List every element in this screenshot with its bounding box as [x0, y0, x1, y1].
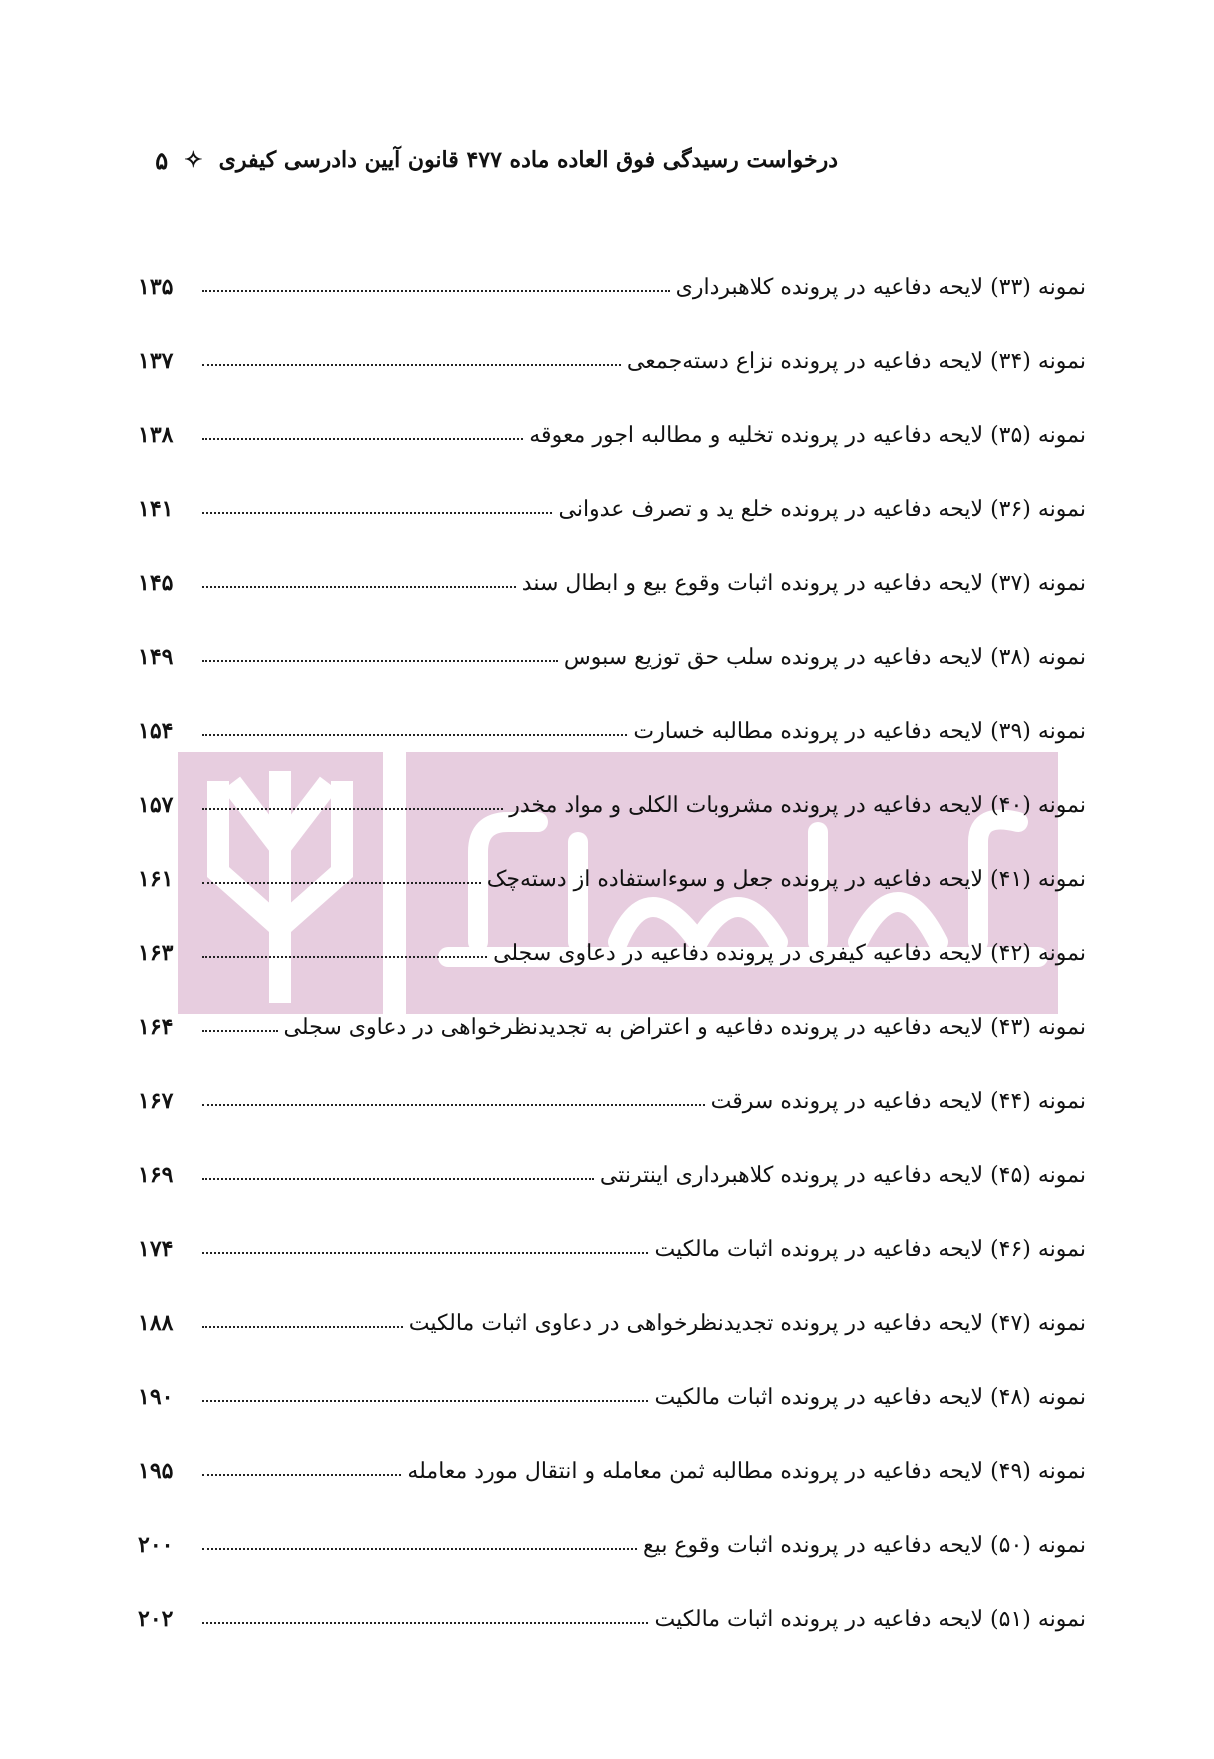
dot-leader	[202, 808, 503, 810]
toc-entry-page: ۱۷۴	[138, 1236, 174, 1262]
dot-leader	[202, 1252, 648, 1254]
toc-entry-title: نمونه (۴۹) لایحه دفاعیه در پرونده مطالبه ثمن معامله و انتقال مورد معامله	[407, 1458, 1086, 1484]
toc-entry-title: نمونه (۳۹) لایحه دفاعیه در پرونده مطالبه خسارت	[633, 718, 1086, 744]
toc-entry-title: نمونه (۴۴) لایحه دفاعیه در پرونده سرقت	[710, 1088, 1086, 1114]
dot-leader	[202, 1622, 648, 1624]
toc-entry-title: نمونه (۳۳) لایحه دفاعیه در پرونده کلاهبرداری	[675, 274, 1086, 300]
diamond-star-icon: ✧	[184, 147, 203, 173]
toc-entry[interactable]	[138, 1508, 1086, 1582]
toc-entry-title: نمونه (۴۲) لایحه دفاعیه کیفری در پرونده دفاعیه در دعاوی سجلی	[493, 940, 1086, 966]
toc-entry-page: ۱۹۵	[138, 1458, 174, 1484]
toc-entry[interactable]	[138, 1212, 1086, 1286]
toc-entry-page: ۱۴۱	[138, 496, 174, 522]
toc-entry-title: نمونه (۳۴) لایحه دفاعیه در پرونده نزاع دسته‌جمعی	[626, 348, 1086, 374]
dot-leader	[202, 734, 627, 736]
toc-entry-title: نمونه (۴۵) لایحه دفاعیه در پرونده کلاهبرداری اینترنتی	[599, 1162, 1086, 1188]
toc-entry-title: نمونه (۵۱) لایحه دفاعیه در پرونده اثبات مالکیت	[654, 1606, 1086, 1632]
toc-entry[interactable]	[138, 1434, 1086, 1508]
table-of-contents	[138, 250, 1086, 1656]
toc-entry-title: نمونه (۳۸) لایحه دفاعیه در پرونده سلب حق توزیع سبوس	[563, 644, 1086, 670]
toc-entry[interactable]	[138, 324, 1086, 398]
dot-leader	[202, 1474, 401, 1476]
dot-leader	[202, 1326, 403, 1328]
toc-entry[interactable]	[138, 398, 1086, 472]
toc-entry[interactable]	[138, 1360, 1086, 1434]
toc-entry[interactable]	[138, 472, 1086, 546]
toc-entry-title: نمونه (۳۷) لایحه دفاعیه در پرونده اثبات وقوع بیع و ابطال سند	[521, 570, 1086, 596]
toc-entry-title: نمونه (۴۶) لایحه دفاعیه در پرونده اثبات مالکیت	[654, 1236, 1086, 1262]
toc-entry-page: ۱۴۹	[138, 644, 174, 670]
toc-entry[interactable]	[138, 916, 1086, 990]
toc-entry[interactable]	[138, 1286, 1086, 1360]
toc-entry[interactable]	[138, 546, 1086, 620]
toc-entry[interactable]	[138, 1064, 1086, 1138]
toc-entry[interactable]	[138, 1138, 1086, 1212]
toc-entry[interactable]	[138, 842, 1086, 916]
toc-entry-page: ۱۳۷	[138, 348, 174, 374]
dot-leader	[202, 364, 621, 366]
dot-leader	[202, 512, 552, 514]
toc-entry[interactable]	[138, 990, 1086, 1064]
page-header	[138, 140, 838, 180]
dot-leader	[202, 1548, 637, 1550]
dot-leader	[202, 956, 487, 958]
toc-entry[interactable]	[138, 768, 1086, 842]
toc-entry-page: ۱۶۴	[138, 1014, 174, 1040]
toc-entry-title: نمونه (۴۸) لایحه دفاعیه در پرونده اثبات مالکیت	[654, 1384, 1086, 1410]
toc-entry-page: ۱۶۷	[138, 1088, 174, 1114]
toc-entry-title: نمونه (۴۳) لایحه دفاعیه در پرونده دفاعیه و اعتراض به تجدیدنظرخواهی در دعاوی سجلی	[283, 1014, 1086, 1040]
toc-entry-title: نمونه (۳۶) لایحه دفاعیه در پرونده خلع ید و تصرف عدوانی	[558, 496, 1086, 522]
toc-entry[interactable]	[138, 250, 1086, 324]
toc-entry-page: ۱۶۳	[138, 940, 174, 966]
toc-entry-page: ۱۳۸	[138, 422, 174, 448]
toc-entry-title: نمونه (۴۱) لایحه دفاعیه در پرونده جعل و سوءاستفاده از دسته‌چک	[486, 866, 1086, 892]
toc-entry-page: ۱۶۹	[138, 1162, 174, 1188]
dot-leader	[202, 1400, 648, 1402]
toc-entry-title: نمونه (۴۷) لایحه دفاعیه در پرونده تجدیدنظرخواهی در دعاوی اثبات مالکیت	[408, 1310, 1086, 1336]
toc-entry[interactable]	[138, 1582, 1086, 1656]
dot-leader	[202, 660, 558, 662]
toc-entry-page: ۱۵۴	[138, 718, 174, 744]
dot-leader	[202, 1030, 278, 1032]
dot-leader	[202, 1178, 594, 1180]
toc-entry-page: ۲۰۰	[138, 1532, 174, 1558]
toc-entry[interactable]	[138, 694, 1086, 768]
dot-leader	[202, 1104, 705, 1106]
toc-entry-page: ۱۹۰	[138, 1384, 174, 1410]
toc-entry-page: ۱۵۷	[138, 792, 174, 818]
toc-entry-page: ۱۳۵	[138, 274, 174, 300]
toc-entry-page: ۲۰۲	[138, 1606, 174, 1632]
toc-entry-page: ۱۸۸	[138, 1310, 174, 1336]
dot-leader	[202, 290, 670, 292]
toc-entry-page: ۱۶۱	[138, 866, 174, 892]
toc-entry-title: نمونه (۵۰) لایحه دفاعیه در پرونده اثبات وقوع بیع	[642, 1532, 1086, 1558]
toc-entry-page: ۱۴۵	[138, 570, 174, 596]
page-number: ۵	[155, 145, 169, 175]
toc-entry[interactable]	[138, 620, 1086, 694]
dot-leader	[202, 438, 523, 440]
running-title: درخواست رسیدگی فوق العاده ماده ۴۷۷ قانون آیین دادرسی کیفری	[218, 147, 838, 173]
dot-leader	[202, 586, 516, 588]
dot-leader	[202, 882, 481, 884]
toc-entry-title: نمونه (۴۰) لایحه دفاعیه در پرونده مشروبات الکلی و مواد مخدر	[509, 792, 1086, 818]
toc-entry-title: نمونه (۳۵) لایحه دفاعیه در پرونده تخلیه و مطالبه اجور معوقه	[529, 422, 1086, 448]
